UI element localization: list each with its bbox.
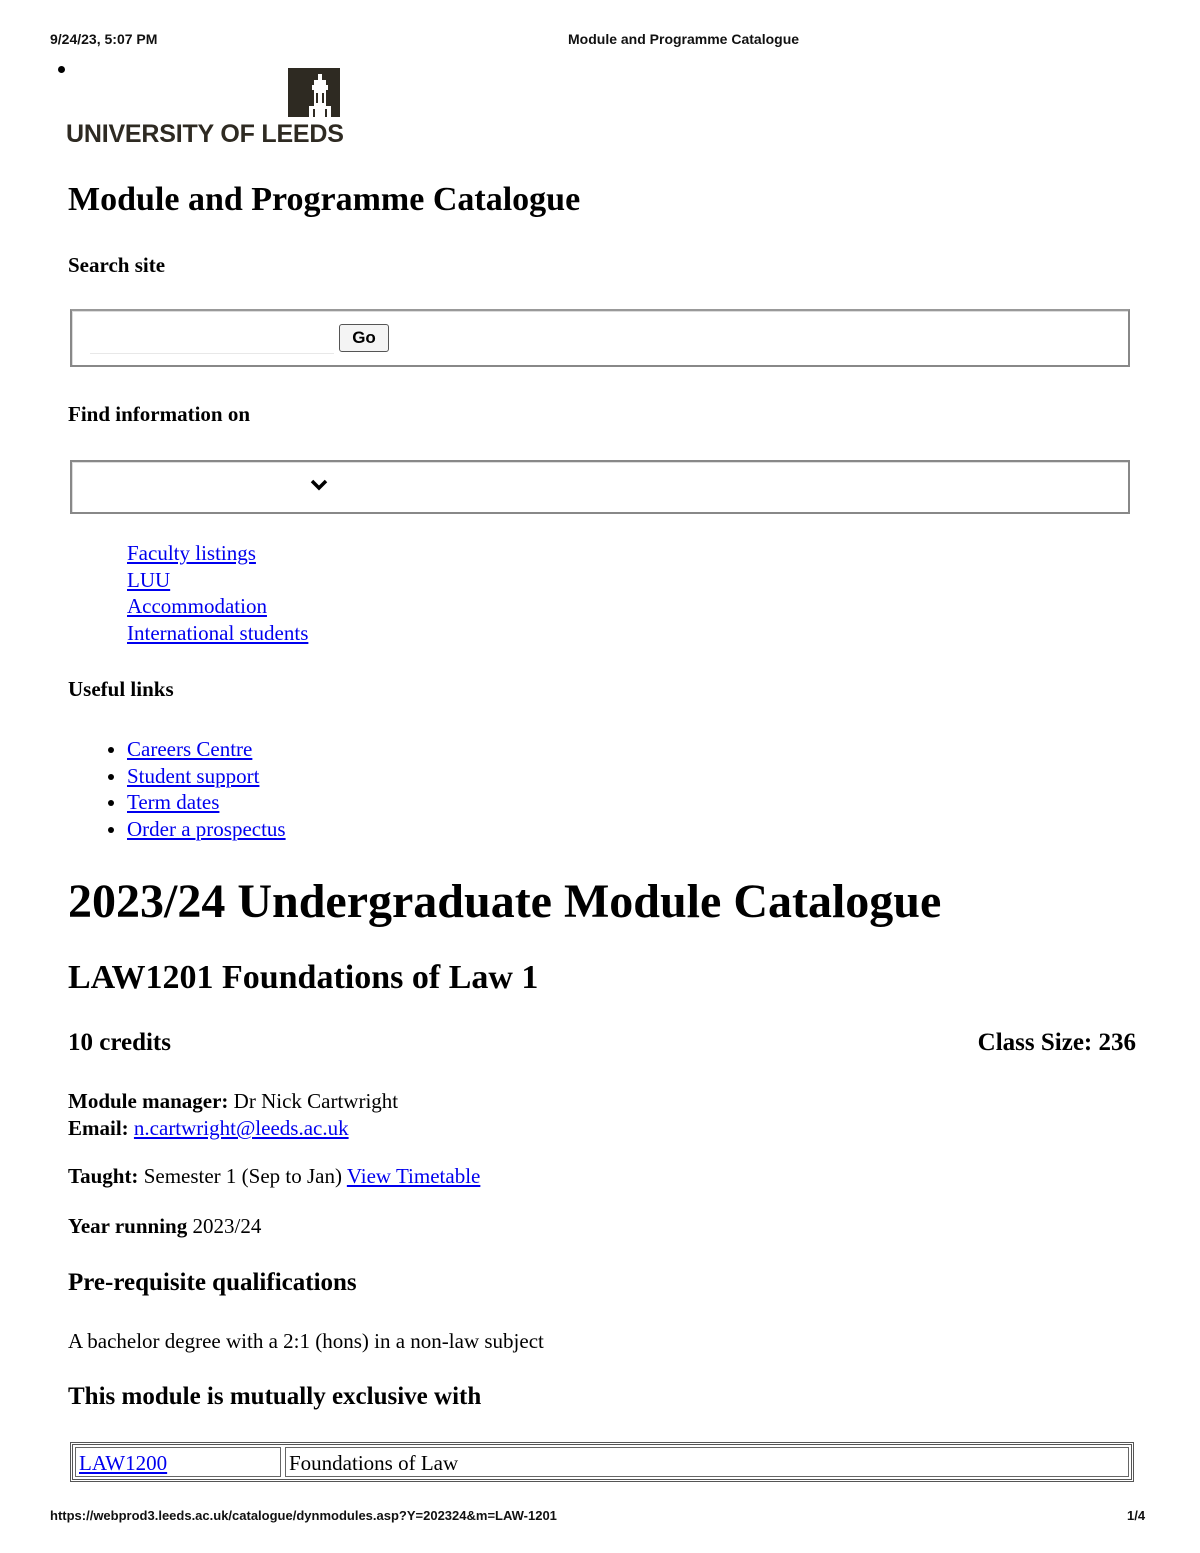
print-datetime: 9/24/23, 5:07 PM xyxy=(50,31,158,47)
chevron-down-icon xyxy=(310,478,328,492)
manager-name: Dr Nick Cartwright xyxy=(228,1089,399,1113)
exclusive-heading: This module is mutually exclusive with xyxy=(68,1383,482,1410)
module-credits: 10 credits xyxy=(68,1029,171,1056)
link-order-prospectus[interactable]: Order a prospectus xyxy=(127,817,286,842)
list-item xyxy=(127,540,308,567)
year-running xyxy=(68,1214,261,1239)
prereq-heading: Pre-requisite qualifications xyxy=(68,1269,357,1296)
taught-label: Taught: xyxy=(68,1164,139,1188)
find-information-select[interactable] xyxy=(90,472,330,502)
taught-value: Semester 1 (Sep to Jan) xyxy=(138,1164,347,1188)
table-cell-name: Foundations of Law xyxy=(285,1447,1129,1477)
exclusive-module-link[interactable]: LAW1200 xyxy=(79,1451,168,1475)
class-size: Class Size: 236 xyxy=(977,1029,1136,1056)
view-timetable-link[interactable]: View Timetable xyxy=(346,1164,481,1188)
link-faculty-listings[interactable]: Faculty listings xyxy=(127,541,256,565)
list-item xyxy=(127,789,286,816)
link-international-students[interactable]: International students xyxy=(127,620,309,645)
email-link[interactable]: n.cartwright@leeds.ac.uk xyxy=(133,1116,349,1140)
info-links xyxy=(127,540,308,646)
module-manager xyxy=(68,1088,398,1115)
useful-links-heading: Useful links xyxy=(68,677,174,701)
exclusive-table xyxy=(70,1442,1134,1482)
manager-label: Module manager: xyxy=(68,1089,229,1113)
link-student-support[interactable]: Student support xyxy=(127,763,260,788)
module-manager-block xyxy=(68,1088,398,1142)
table-cell-code xyxy=(75,1447,281,1477)
site-title: Module and Programme Catalogue xyxy=(68,181,581,218)
search-heading: Search site xyxy=(68,253,166,277)
email-label: Email: xyxy=(68,1116,129,1140)
print-url: https://webprod3.leeds.ac.uk/catalogue/dynmodules.asp?Y=202324&m=LAW-1201 xyxy=(50,1508,557,1523)
link-term-dates[interactable]: Term dates xyxy=(127,790,220,815)
link-luu[interactable]: LUU xyxy=(127,567,171,592)
list-item xyxy=(127,736,286,763)
print-page-number: 1/4 xyxy=(1127,1508,1146,1523)
find-heading: Find information on xyxy=(68,402,251,426)
module-email xyxy=(68,1115,398,1142)
year-label: Year running xyxy=(68,1214,188,1238)
list-item xyxy=(127,620,308,647)
catalogue-title: 2023/24 Undergraduate Module Catalogue xyxy=(68,875,942,928)
list-item xyxy=(127,816,286,843)
module-title: LAW1201 Foundations of Law 1 xyxy=(68,959,539,996)
link-careers-centre[interactable]: Careers Centre xyxy=(127,737,253,761)
university-logo[interactable] xyxy=(66,68,342,150)
print-page-title: Module and Programme Catalogue xyxy=(568,31,800,47)
list-item xyxy=(127,593,308,620)
logo-text: UNIVERSITY OF LEEDS xyxy=(66,120,344,148)
list-item xyxy=(127,567,308,594)
find-form xyxy=(70,460,1130,514)
useful-links xyxy=(127,736,286,843)
search-input[interactable] xyxy=(90,323,334,354)
search-form xyxy=(70,309,1130,367)
go-button[interactable]: Go xyxy=(339,324,389,352)
year-value: 2023/24 xyxy=(187,1214,262,1238)
taught-info xyxy=(68,1164,480,1189)
list-item xyxy=(127,763,286,790)
list-bullet xyxy=(58,66,65,73)
link-accommodation[interactable]: Accommodation xyxy=(127,594,267,618)
prereq-text: A bachelor degree with a 2:1 (hons) in a non-law subject xyxy=(68,1329,544,1353)
